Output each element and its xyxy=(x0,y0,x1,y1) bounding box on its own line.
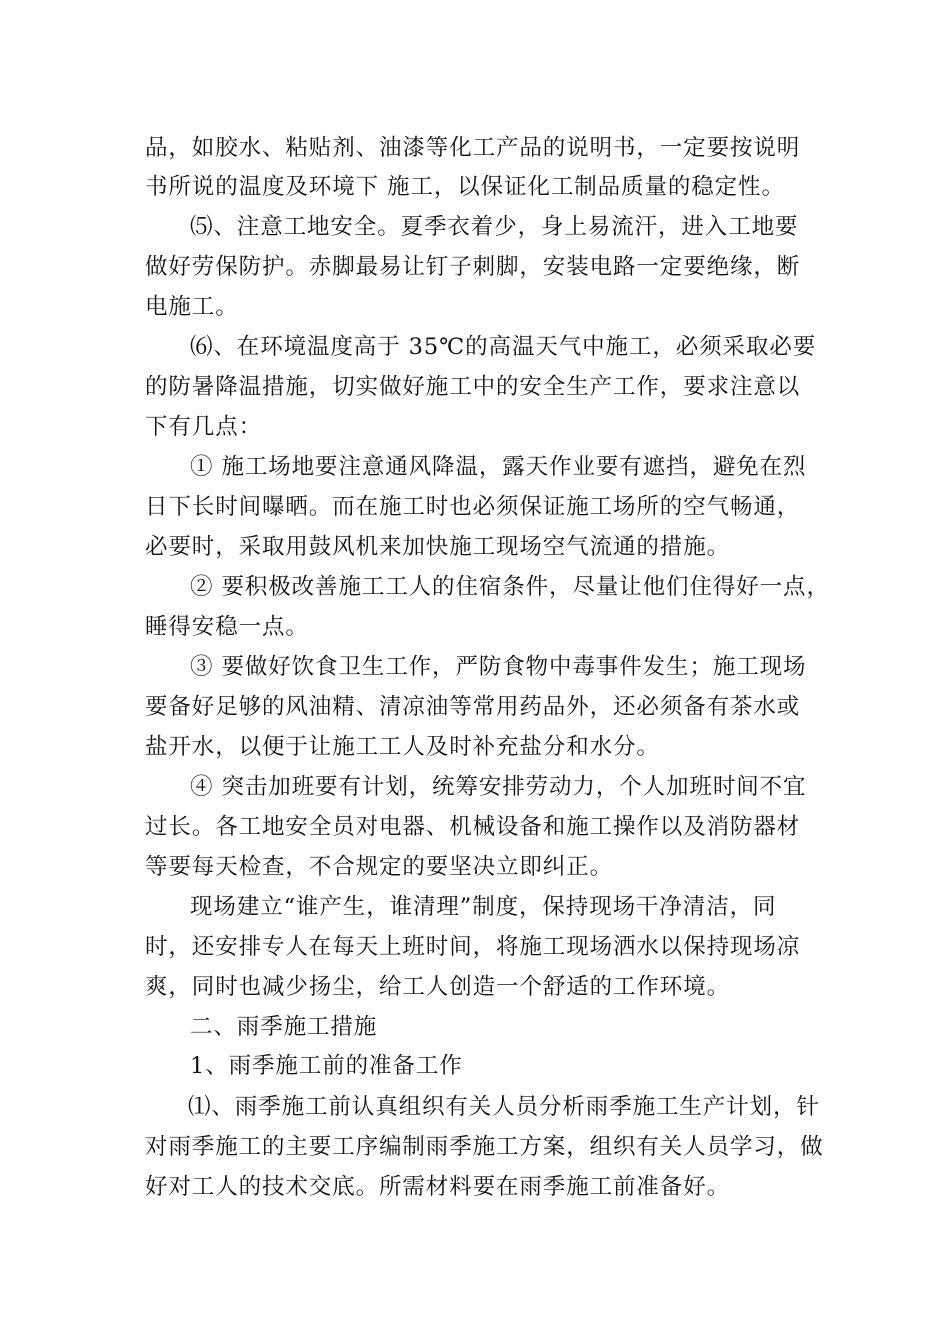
section-heading: 二、雨季施工措施 xyxy=(190,1014,378,1040)
text-line: 品，如胶水、粘贴剂、油漆等化工产品的说明书，一定要按说明 xyxy=(145,135,801,161)
item-2-start: ② 要积极改善施工工人的住宿条件，尽量让他们住得好一点， xyxy=(190,574,830,600)
text-line: 好对工人的技术交底。所需材料要在雨季施工前准备好。 xyxy=(145,1174,731,1200)
text-line: 要备好足够的风油精、清凉油等常用药品外，还必须备有茶水或 xyxy=(145,694,801,720)
text-line: 睡得安稳一点。 xyxy=(145,614,309,640)
item-3-start: ③ 要做好饮食卫生工作，严防食物中毒事件发生；施工现场 xyxy=(190,654,807,680)
text-line: 必要时，采取用鼓风机来加快施工现场空气流通的措施。 xyxy=(145,534,731,560)
item-1-start: ① 施工场地要注意通风降温，露天作业要有遮挡，避免在烈 xyxy=(190,454,807,480)
paragraph-6-start: ⑹、在环境温度高于 35℃的高温天气中施工，必须采取必要 xyxy=(190,334,817,360)
text-line: 爽，同时也减少扬尘，给工人创造一个舒适的工作环境。 xyxy=(145,974,731,1000)
text-line: 盐开水，以便于让施工工人及时补充盐分和水分。 xyxy=(145,734,660,760)
text-line: 对雨季施工的主要工序编制雨季施工方案，组织有关人员学习，做 xyxy=(145,1134,824,1160)
paragraph-5-start: ⑸、注意工地安全。夏季衣着少，身上易流汗，进入工地要 xyxy=(190,214,799,240)
text-line: 做好劳保防护。赤脚最易让钉子刺脚，安装电路一定要绝缘，断 xyxy=(145,254,801,280)
text-line: 过长。各工地安全员对电器、机械设备和施工操作以及消防器材 xyxy=(145,814,801,840)
text-line: 书所说的温度及环境下 施工，以保证化工制品质量的稳定性。 xyxy=(145,174,785,200)
site-cleanup-paragraph-start: 现场建立“谁产生，谁清理”制度，保持现场干净清洁，同 xyxy=(190,894,777,920)
paragraph-1-start: ⑴、雨季施工前认真组织有关人员分析雨季施工生产计划，针 xyxy=(188,1094,820,1120)
item-4-start: ④ 突击加班要有计划，统筹安排劳动力，个人加班时间不宜 xyxy=(190,774,807,800)
subsection-heading: 1、雨季施工前的准备工作 xyxy=(190,1053,463,1079)
text-line: 等要每天检查，不合规定的要坚决立即纠正。 xyxy=(145,854,614,880)
text-line: 日下长时间曝晒。而在施工时也必须保证施工场所的空气畅通， xyxy=(145,494,801,520)
text-line: 电施工。 xyxy=(145,294,239,320)
text-line: 的防暑降温措施，切实做好施工中的安全生产工作，要求注意以 xyxy=(145,374,801,400)
text-line: 时，还安排专人在每天上班时间，将施工现场洒水以保持现场凉 xyxy=(145,934,801,960)
text-line: 下有几点： xyxy=(145,414,263,440)
